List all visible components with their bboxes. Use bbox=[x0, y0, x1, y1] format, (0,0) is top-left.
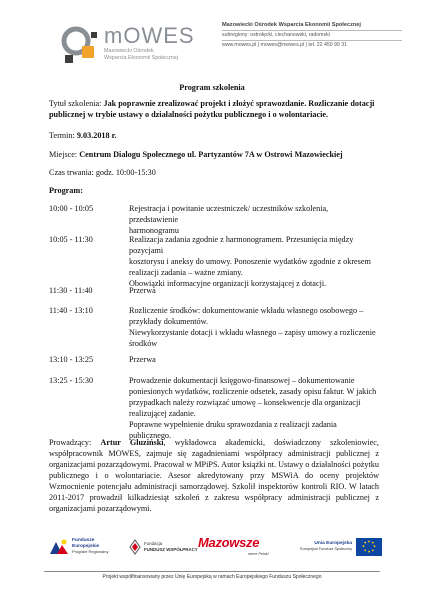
logo-sub-line1: Mazowiecki Ośrodek bbox=[104, 48, 154, 54]
ue-label bbox=[294, 541, 352, 552]
date-label: Termin: bbox=[49, 131, 77, 140]
training-label: Tytuł szkolenia: bbox=[49, 99, 104, 108]
schedule-line: Obowiązki informacyjne organizacji korzystającej z dotacji. bbox=[129, 279, 327, 288]
schedule-time: 13:25 - 15:30 bbox=[49, 376, 94, 385]
schedule-line: realizującej zadanie. bbox=[129, 409, 196, 418]
schedule-line: Przerwa bbox=[129, 286, 156, 295]
schedule-line: Przerwa bbox=[129, 355, 156, 364]
schedule-line: Niewykorzystanie dotacji i wkładu własnego – zapisy umowy a rozliczenie bbox=[129, 328, 376, 337]
header-contact bbox=[222, 21, 402, 50]
footer-logos bbox=[38, 534, 388, 562]
fe-label bbox=[72, 538, 108, 555]
training-place bbox=[49, 149, 379, 160]
schedule-line: realizacji zadania – ważne zmiany. bbox=[129, 268, 243, 277]
training-title-text: Jak poprawnie zrealizować projekt i złożyć sprawozdanie. Rozliczanie dotacji publicznej w trybie ustawy o działalności pożytku publicznego i o wolontariacie. bbox=[49, 99, 375, 119]
schedule-desc bbox=[129, 375, 379, 441]
training-duration: Czas trwania: godz. 10:00-15:30 bbox=[49, 168, 156, 177]
schedule-time: 11:30 - 11:40 bbox=[49, 286, 93, 295]
ue-line2: Europejski Fundusz Społeczny bbox=[300, 546, 352, 551]
schedule-item bbox=[49, 234, 379, 289]
schedule-line: Realizacja zadania zgodnie z harmonogramem. Przesunięcia między pozycjami bbox=[129, 235, 354, 255]
schedule-time: 10:05 - 11:30 bbox=[49, 235, 93, 244]
page-title: Program szkolenia bbox=[179, 83, 245, 92]
schedule-time: 10:00 - 10:05 bbox=[49, 204, 94, 213]
schedule-line: kosztorysu i aneksy do umowy. Ponoszenie wydatków zgodnie z okresem bbox=[129, 257, 371, 266]
schedule-desc bbox=[129, 203, 379, 236]
schedule-time: 13:10 - 13:25 bbox=[49, 355, 94, 364]
eu-flag-icon bbox=[356, 538, 382, 556]
program-label: Program: bbox=[49, 186, 83, 195]
training-title bbox=[49, 98, 379, 120]
schedule-desc bbox=[129, 234, 379, 289]
schedule-time: 11:40 - 13:10 bbox=[49, 306, 93, 315]
place-value: Centrum Dialogu Społecznego ul. Partyzantów 7A w Ostrowi Mazowieckiej bbox=[79, 150, 343, 159]
logo-word: mOWES bbox=[104, 23, 195, 48]
schedule-line: Prowadzenie dokumentacji księgowo-finansowej – dokumentowanie bbox=[129, 376, 355, 385]
footer-note: Projekt współfinansowany przez Unię Europejską w ramach Europejskiego Funduszu Społecznego bbox=[102, 574, 322, 580]
org-name: Mazowiecki Ośrodek Wsparcia Ekonomii Społecznej bbox=[222, 22, 361, 28]
schedule-line: środków bbox=[129, 339, 158, 348]
mazowsze-sub: serce Polski bbox=[248, 552, 269, 556]
subregions: subregiony: ostrołęcki, ciechanowski, radomski bbox=[222, 30, 402, 40]
mowes-logo-icon bbox=[58, 22, 102, 66]
fe-line2: Europejskie bbox=[72, 543, 100, 549]
fundusz-wspolpracy-icon bbox=[128, 539, 142, 555]
date-value: 9.03.2018 r. bbox=[76, 131, 117, 140]
schedule-desc bbox=[129, 305, 379, 349]
schedule-line: przypadkach należy rozwiązać umowę – konsekwencje dla organizacji bbox=[129, 398, 361, 407]
fw-label bbox=[144, 541, 198, 552]
mazowsze-logo: Mazowsze bbox=[198, 535, 260, 550]
schedule-desc bbox=[129, 285, 379, 296]
ue-line1: Unia Europejska bbox=[314, 541, 352, 546]
schedule-line: poniesionych wydatków, rozliczenie odsetek, zasady opisu faktur. W jakich bbox=[129, 387, 377, 396]
schedule-item bbox=[49, 203, 379, 236]
fe-line3: Program Regionalny bbox=[72, 549, 109, 554]
trainer-bio bbox=[49, 437, 379, 514]
training-date bbox=[49, 130, 379, 141]
schedule-line: Poprawne wypełnienie druku sprawozdania z realizacji zadania publicznego. bbox=[129, 420, 337, 440]
fw-line1: Fundacja bbox=[144, 541, 163, 546]
schedule-line: przykłady dokumentów. bbox=[129, 317, 209, 326]
schedule-desc bbox=[129, 354, 379, 365]
schedule-line: Rejestracja i powitanie uczestniczek/ uczestników szkolenia, przedstawienie bbox=[129, 204, 329, 224]
schedule-item bbox=[49, 354, 379, 365]
schedule-item bbox=[49, 305, 379, 349]
trainer-label: Prowadzący: bbox=[49, 438, 101, 447]
fe-line1: Fundusze bbox=[72, 538, 95, 543]
contact-line: www.mowes.pl | mowes@mowes.pl | tel. 22 450 99 31 bbox=[222, 40, 402, 50]
logo-text bbox=[104, 24, 195, 62]
schedule-line: Rozliczenie środków: dokumentowanie wkładu własnego osobowego – bbox=[129, 306, 364, 315]
trainer-bio-text: , wykładowca akademicki, doświadczony szkoleniowiec, współpracownik MOWES, zajmuje się zagadnieniami współpracy administracji publicznej z organizacjami pozarządowymi. Pracował w MPiPS. Autor książki nt. Ustawy o działalności pożytku publicznego i o wolontariacie. Asesor akredytowany przy MSWiA do oceny projektów Wzmocnienie potencjału administracji samorządowej. Szkolił inspektorów kontroli RIO. W latach 2011-2017 prowadził kilkadziesiąt szkoleń z zakresu współpracy administracji publicznej z organizacjami pozarządowymi. bbox=[49, 438, 379, 513]
place-label: Miejsce: bbox=[49, 150, 80, 159]
fw-line2: FUNDUSZ WSPÓŁPRACY bbox=[144, 546, 198, 552]
footer-divider bbox=[44, 571, 380, 572]
schedule-item bbox=[49, 375, 379, 441]
trainer-name: Artur Gluziński bbox=[100, 438, 164, 447]
schedule-item bbox=[49, 285, 379, 296]
fundusze-europejskie-icon bbox=[48, 538, 70, 556]
schedule-line: harmonogramu bbox=[129, 226, 180, 235]
logo-sub-line2: Wsparcia Ekonomii Społecznej bbox=[104, 55, 179, 61]
